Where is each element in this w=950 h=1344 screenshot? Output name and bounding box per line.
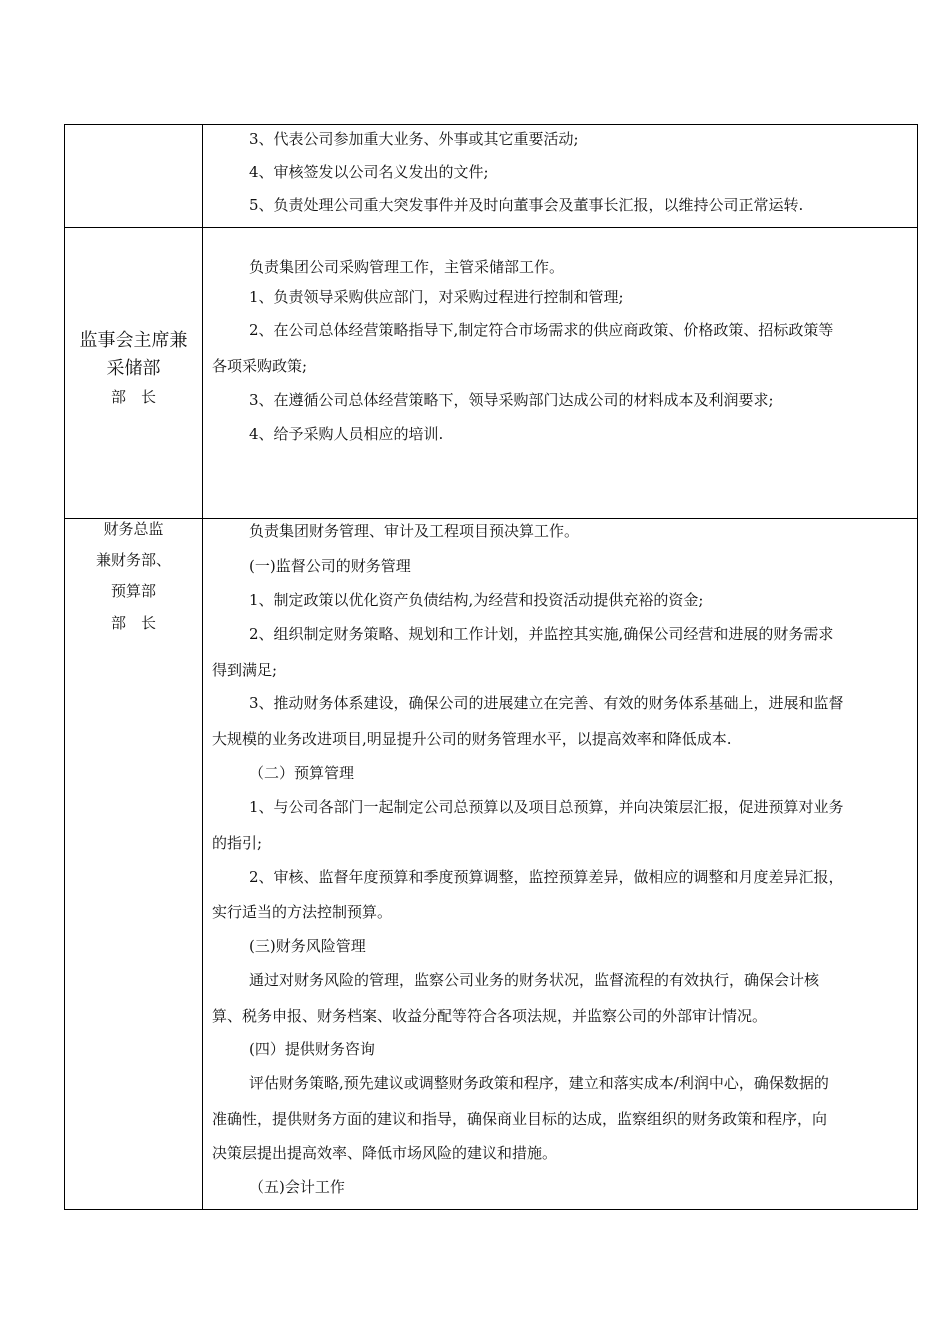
duty-line: 准确性，提供财务方面的建议和指导，确保商业目标的达成，监察组织的财务政策和程序，向 (212, 1110, 828, 1128)
column-divider (202, 125, 203, 1209)
duty-line: 3、代表公司参加重大业务、外事或其它重要活动; (249, 130, 579, 148)
row-divider (65, 227, 917, 228)
position-title: 预算部 (110, 582, 156, 600)
duty-line: 1、制定政策以优化资产负债结构,为经营和投资活动提供充裕的资金; (249, 591, 704, 609)
position-title: 部 长 (110, 388, 156, 406)
duty-line: 1、与公司各部门一起制定公司总预算以及项目总预算，并向决策层汇报，促进预算对业务 (249, 798, 844, 816)
position-title: 财务总监 (103, 520, 164, 538)
position-title: 部 长 (110, 614, 156, 632)
duty-line: 2、在公司总体经营策略指导下,制定符合市场需求的供应商政策、价格政策、招标政策等 (249, 321, 834, 339)
duty-line: （五)会计工作 (249, 1178, 345, 1196)
duty-line: 算、税务申报、财务档案、收益分配等符合各项法规，并监察公司的外部审计情况。 (212, 1007, 768, 1025)
duty-line: 评估财务策略,预先建议或调整财务政策和程序，建立和落实成本/利润中心，确保数据的 (249, 1074, 829, 1092)
row-divider (65, 518, 917, 519)
duty-line: (三)财务风险管理 (249, 937, 366, 955)
duty-line: 3、在遵循公司总体经营策略下，领导采购部门达成公司的材料成本及利润要求; (249, 391, 774, 409)
duty-line: 4、给予采购人员相应的培训. (249, 425, 444, 443)
duty-line: (四）提供财务咨询 (249, 1040, 375, 1058)
duty-line: （二）预算管理 (249, 764, 355, 782)
duties-table (64, 124, 918, 1210)
duty-line: 得到满足; (212, 661, 278, 679)
duty-line: 决策层提出提高效率、降低市场风险的建议和措施。 (212, 1144, 558, 1162)
position-title: 监事会主席兼 (79, 330, 188, 351)
duty-line: 各项采购政策; (212, 357, 308, 375)
duty-line: 4、审核签发以公司名义发出的文件; (249, 163, 489, 181)
duty-line: 实行适当的方法控制预算。 (212, 903, 393, 921)
duty-line: 2、审核、监督年度预算和季度预算调整，监控预算差异，做相应的调整和月度差异汇报， (249, 868, 844, 886)
duty-line: 的指引; (212, 834, 263, 852)
duty-line: 通过对财务风险的管理，监察公司业务的财务状况，监督流程的有效执行，确保会计核 (249, 971, 820, 989)
position-title: 采储部 (106, 358, 161, 379)
duty-line: 3、推动财务体系建设，确保公司的进展建立在完善、有效的财务体系基础上，进展和监督 (249, 694, 844, 712)
duty-line: 2、组织制定财务策略、规划和工作计划，并监控其实施,确保公司经营和进展的财务需求 (249, 625, 834, 643)
position-title: 兼财务部、 (95, 551, 171, 569)
duty-line: 1、负责领导采购供应部门，对采购过程进行控制和管理; (249, 288, 624, 306)
duty-line: 大规模的业务改进项目,明显提升公司的财务管理水平，以提高效率和降低成本. (212, 730, 732, 748)
duty-line: 5、负责处理公司重大突发事件并及时向董事会及董事长汇报，以维持公司正常运转. (249, 196, 804, 214)
duty-line: 负责集团财务管理、审计及工程项目预决算工作。 (249, 522, 580, 540)
duty-line: (一)监督公司的财务管理 (249, 557, 411, 575)
duty-line: 负责集团公司采购管理工作，主管采储部工作。 (249, 258, 565, 276)
